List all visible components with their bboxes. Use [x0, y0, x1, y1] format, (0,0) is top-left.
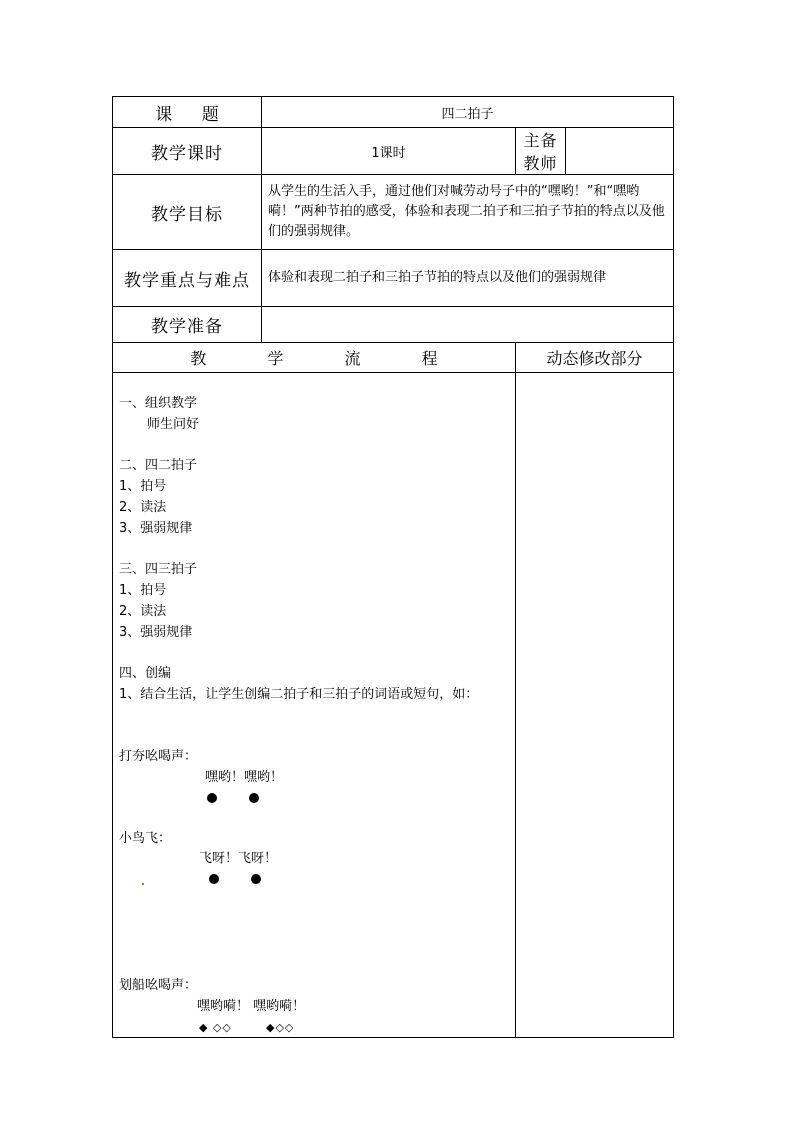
section-3-item-2: 2、读法: [119, 604, 167, 619]
section-4-item: 1、结合生活，让学生创编二拍子和三拍子的词语或短句，如：: [119, 687, 479, 702]
section-1-item: 师生问好: [147, 417, 200, 432]
prep-text: [262, 307, 674, 343]
section-2-item-2: 2、读法: [119, 500, 167, 515]
lesson-plan-table: [112, 96, 674, 1038]
flow-body-row: [113, 373, 674, 1038]
example-2-label: 小鸟飞：: [119, 831, 172, 846]
hours-value: 1课时: [262, 128, 516, 175]
dynamic-column: [516, 373, 674, 1038]
flow-header-row: [113, 343, 674, 373]
prep-label: 教学准备: [113, 307, 262, 343]
beat-dot: [249, 793, 259, 803]
teacher-label: [516, 128, 566, 175]
teacher-label-text: 主备教师: [523, 131, 558, 173]
example-2-chant: 飞呀！飞呀！: [199, 851, 278, 866]
hours-row: [113, 128, 674, 175]
section-3-item-3: 3、强弱规律: [119, 625, 193, 640]
example-1-chant: 嘿哟！嘿哟！: [205, 770, 284, 785]
topic-row: [113, 97, 674, 128]
example-1-label: 打夯吆喝声：: [119, 749, 198, 764]
dynamic-heading: 动态修改部分: [516, 343, 674, 373]
section-1-title: 一、组织教学: [119, 396, 198, 411]
goals-row: [113, 175, 674, 250]
goals-label: 教学目标: [113, 175, 262, 250]
section-2-item-1: 1、拍号: [119, 479, 167, 494]
beat-dot: [251, 874, 261, 884]
flow-heading: 教 学 流 程: [113, 343, 516, 373]
flow-content: [113, 373, 516, 1038]
focus-label: 教学重点与难点: [113, 250, 262, 307]
section-2-item-3: 3、强弱规律: [119, 521, 193, 536]
topic-value: 四二拍子: [262, 97, 674, 128]
focus-text: 体验和表现二拍子和三拍子节拍的特点以及他们的强弱规律: [262, 250, 674, 307]
section-2-title: 二、四二拍子: [119, 458, 198, 473]
flow-canvas: [113, 373, 515, 1037]
example-3-label: 划船吆喝声：: [119, 978, 198, 993]
example-3-chant: 嘿哟嗬！ 嘿哟嗬！: [197, 999, 306, 1014]
beat-symbols-a: ◆ ◇◇: [199, 1021, 232, 1034]
hours-label: 教学课时: [113, 128, 262, 175]
topic-label: 课 题: [113, 97, 262, 128]
beat-symbols-b: ◆◇◇: [266, 1021, 295, 1034]
scan-speck: [142, 883, 144, 885]
beat-dot: [207, 793, 217, 803]
section-3-title: 三、四三拍子: [119, 562, 198, 577]
beat-dot: [209, 874, 219, 884]
section-3-item-1: 1、拍号: [119, 583, 167, 598]
teacher-value: [566, 128, 674, 175]
goals-text: 从学生的生活入手，通过他们对喊劳动号子中的“嘿哟！”和“嘿哟嗬！”两种节拍的感受，体验和表现二拍子和三拍子节拍的特点以及他们的强弱规律。: [262, 175, 674, 250]
focus-row: [113, 250, 674, 307]
prep-row: [113, 307, 674, 343]
section-4-title: 四、创编: [119, 666, 172, 681]
